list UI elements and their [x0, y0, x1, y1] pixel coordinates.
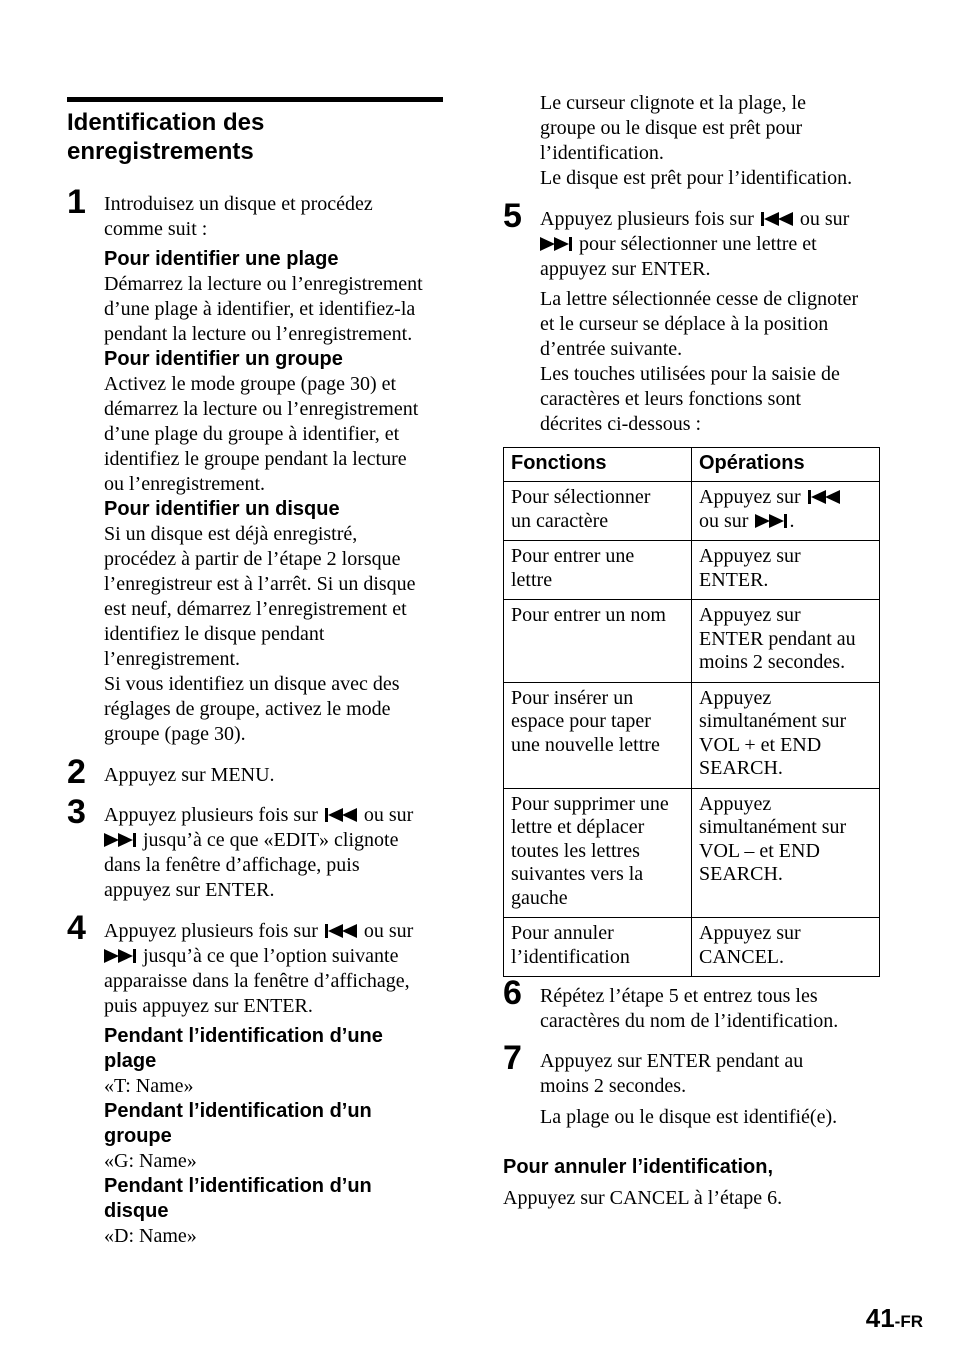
subheading-groupe: Pour identifier un groupe	[104, 348, 343, 370]
subheading-option-plage: Pendant l’identification d’une	[104, 1025, 383, 1047]
step-1-number: 1	[67, 183, 86, 221]
page-number: 41-FR	[865, 1303, 923, 1333]
step-7: Appuyez sur ENTER pendant au moins 2 secondes. La plage ou le disque est identifié(e).	[540, 1050, 838, 1128]
subheading-plage: Pour identifier une plage	[104, 248, 339, 270]
table-header-row	[504, 448, 880, 482]
prev-track-icon	[325, 923, 357, 939]
step-4: Appuyez plusieurs fois sur ou sur jusqu’à ce que l’option suivante apparaisse dans la fenêtre d’affichage, puis appuyez sur ENTER. Pendant l’identification d’une plage «T: Name» Pendant l’identification d’un groupe «G: Name» Pendant l’identification d’un disque «D: Name»	[104, 920, 414, 1247]
option-value-disque: «D: Name»	[104, 1225, 197, 1247]
step-5: Appuyez plusieurs fois sur ou sur pour sélectionner une lettre et appuyez sur ENTER. La lettre sélectionnée cesse de clignoter et le curseur se déplace à la position d’entrée suivante. Les touches utilisées pour la saisie de caractères et leurs fonctions sont décrites ci-dessous :	[540, 208, 859, 435]
step-3-number: 3	[67, 793, 86, 831]
key-functions-table	[503, 447, 880, 977]
step-7-number: 7	[503, 1039, 522, 1077]
table-header-fonctions: Fonctions	[504, 448, 692, 482]
next-track-icon	[104, 832, 136, 848]
subheading-option-disque: Pendant l’identification d’un	[104, 1175, 372, 1197]
subheading-disque: Pour identifier un disque	[104, 498, 340, 520]
cancel-heading: Pour annuler l’identification,	[503, 1156, 774, 1178]
prev-track-icon	[761, 211, 793, 227]
cancel-text: Appuyez sur CANCEL à l’étape 6.	[503, 1187, 783, 1209]
prev-track-icon	[808, 489, 840, 505]
step-3: Appuyez plusieurs fois sur ou sur jusqu’à ce que «EDIT» clignote dans la fenêtre d’affichage, puis appuyez sur ENTER.	[104, 804, 414, 901]
step-2-number: 2	[67, 753, 86, 791]
next-track-icon	[540, 236, 572, 252]
table-row: Pour annuler l’identification Appuyez sur CANCEL.	[504, 918, 880, 977]
step-4-continued: Le curseur clignote et la plage, le groupe ou le disque est prêt pour l’identification. Le disque est prêt pour l’identification.	[540, 92, 853, 189]
step-6: Répétez l’étape 5 et entrez tous les caractères du nom de l’identification.	[540, 985, 839, 1032]
section-rule	[67, 97, 443, 102]
option-value-groupe: «G: Name»	[104, 1150, 197, 1172]
step-4-number: 4	[67, 909, 86, 947]
prev-track-icon	[325, 807, 357, 823]
left-column	[0, 0, 460, 1357]
step-6-number: 6	[503, 974, 522, 1012]
section-title: Identification des enregistrements	[67, 109, 265, 165]
table-header-operations: Opérations	[692, 448, 880, 482]
table-row: Pour sélectionner un caractère Appuyez sur ou sur .	[504, 482, 880, 541]
next-track-icon	[104, 948, 136, 964]
option-value-plage: «T: Name»	[104, 1075, 194, 1097]
table-row: Pour entrer une lettre Appuyez sur ENTER.	[504, 541, 880, 600]
step-5-number: 5	[503, 197, 522, 235]
table-row: Pour insérer un espace pour taper une nouvelle lettre Appuyez simultanément sur VOL + et END SEARCH.	[504, 682, 880, 788]
subheading-option-groupe: Pendant l’identification d’un	[104, 1100, 372, 1122]
table-row: Pour entrer un nom Appuyez sur ENTER pendant au moins 2 secondes.	[504, 600, 880, 683]
step-1: Introduisez un disque et procédez comme suit : Pour identifier une plage Démarrez la lecture ou l’enregistrement d’une plage à identifier, et identifiez-la pendant la lecture ou l’enregistrement. Pour identifier un groupe Activez le mode groupe (page 30) et démarrez la lecture ou l’enregistrement d’une plage du groupe à identifier, et identifiez le groupe pendant la lecture ou l’enregistrement. Pour identifier un disque Si un disque est déjà enregistré, procédez à partir de l’étape 2 lorsque l’enregistreur est à l’arrêt. Si un disque est neuf, démarrez l’enregistrement et identifiez le disque pendant l’enregistrement. Si vous identifiez un disque avec des réglages de groupe, activez le mode groupe (page 30).	[104, 193, 423, 745]
table-row: Pour supprimer une lettre et déplacer toutes les lettres suivantes vers la gauche Appuyez simultanément sur VOL – et END SEARCH.	[504, 788, 880, 918]
step-2: Appuyez sur MENU.	[104, 764, 275, 786]
next-track-icon	[755, 513, 787, 529]
